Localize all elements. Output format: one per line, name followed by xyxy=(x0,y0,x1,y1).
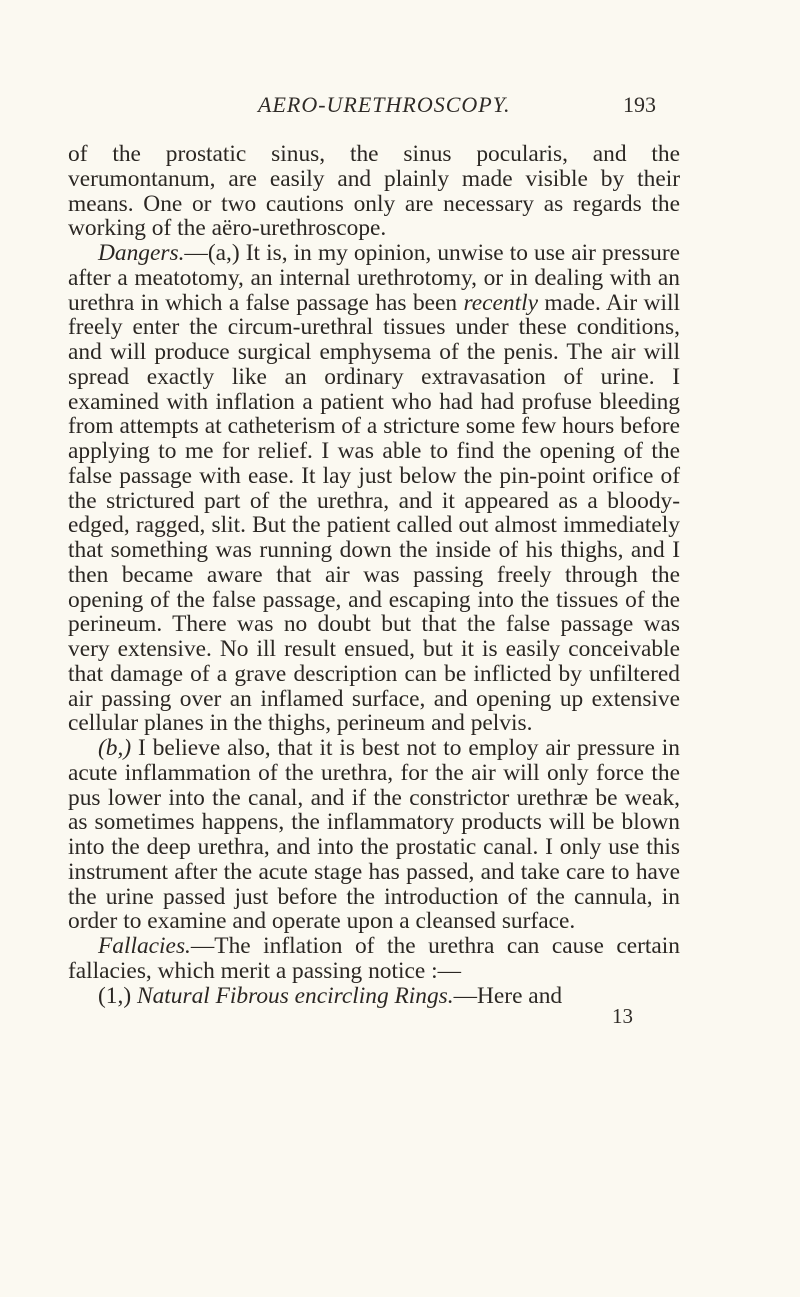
paragraph-b xyxy=(68,736,680,934)
page-number: 193 xyxy=(623,92,656,117)
paragraph-text: of the prostatic sinus, the sinus pocularis, and the verumontanum, are easily and plainly made visible by their means. One or two cautions only are necessary as regards the working of the aëro-urethroscope. xyxy=(68,141,680,242)
paragraph-text: made. Air will freely enter the circum-urethral tissues under these conditions, and will produce surgical emphysema of the penis. The air will spread exactly like an ordinary extravasation of urine. I examined with inflation a patient who had had profuse bleeding from attempts at catheterism of a stricture some few hours before applying to me for relief. I was able to find the opening of the false passage with ease. It lay just below the pin-point orifice of the strictured part of the urethra, and it appeared as a bloody-edged, ragged, slit. But the patient called out almost immediately that something was running down the inside of his thighs, and I then became aware that air was passing freely through the opening of the false passage, and escaping into the tissues of the perineum. There was no doubt but that the false passage was very extensive. No ill result ensued, but it is easily conceivable that damage of a grave description can be inflicted by unfiltered air passing over an inflamed surface, and opening up extensive cellular planes in the thighs, perineum and pelvis. xyxy=(68,289,681,737)
paragraph-text: —The inflation of the urethra can cause certain fallacies, which merit a passing notice :— xyxy=(68,933,680,984)
paragraph-natural-rings xyxy=(68,984,680,1009)
paragraph-text: I believe also, that it is best not to employ air pressure in acute inflammation of the urethra, for the air will only force the pus lower into the canal, and if the constrictor urethræ be weak, as sometimes happens, the inflammatory products will be blown into the deep urethra, and into the prostatic canal. I only use this instrument after the acute stage has passed, and take care to have the urine passed just before the introduction of the cannula, in order to examine and operate upon a cleansed surface. xyxy=(68,735,680,935)
emphasis-word: recently xyxy=(463,289,538,316)
section-lead-dangers: Dangers. xyxy=(98,240,185,266)
signature-mark: 13 xyxy=(612,1004,633,1028)
item-marker-1: (1,) xyxy=(98,982,137,1009)
running-title: AERO-URETHROSCOPY. xyxy=(258,92,511,117)
paragraph-text: —Here and xyxy=(453,982,563,1009)
paragraph-text: —(a,) It is, in my opinion, unwise to use air pressure after a meatotomy, an internal urethrotomy, or in dealing with an urethra in which a false passage has been xyxy=(68,240,680,316)
item-marker-b: (b,) xyxy=(98,735,132,761)
section-lead-fallacies: Fallacies. xyxy=(98,933,191,959)
paragraph-fallacies xyxy=(68,934,680,984)
paragraph-continuation xyxy=(68,142,680,241)
paragraph-dangers xyxy=(68,241,680,736)
body-text xyxy=(68,142,680,1008)
section-lead-natural-rings: Natural Fibrous encircling Rings. xyxy=(136,982,454,1009)
